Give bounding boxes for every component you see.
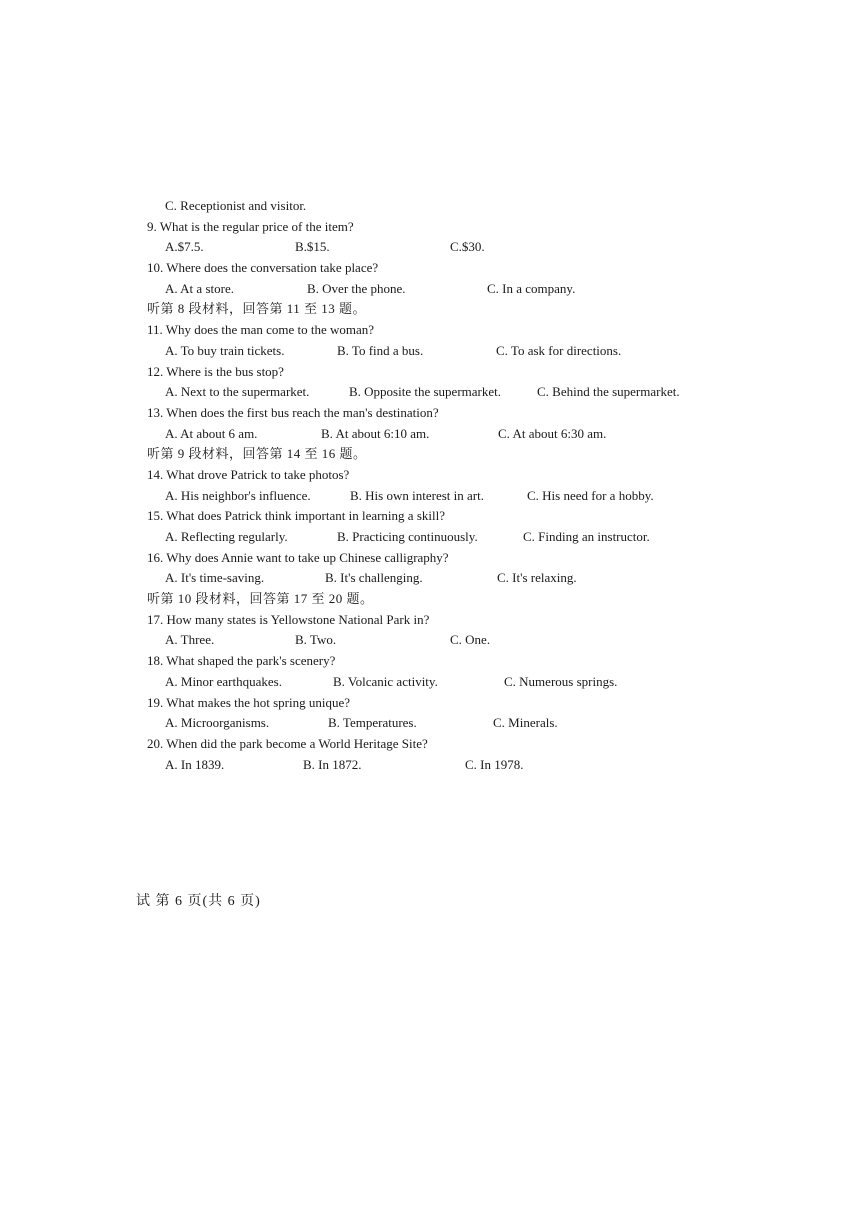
option-a: A. At a store.	[165, 280, 234, 296]
option-c: C. In a company.	[487, 280, 576, 296]
option-a: A. Next to the supermarket.	[165, 384, 310, 400]
question-17: 17. How many states is Yellowstone National Park in?	[147, 611, 430, 627]
option-b: B. Practicing continuously.	[337, 529, 478, 544]
option-b: B. To find a bus.	[337, 342, 424, 358]
options-17	[147, 630, 767, 651]
options-15	[147, 527, 767, 548]
option-c: C. Numerous springs.	[504, 673, 618, 689]
question-18: 18. What shaped the park's scenery?	[147, 653, 336, 669]
option-b: B. Volcanic activity.	[333, 673, 438, 689]
options-10	[147, 279, 767, 300]
option-c: C. At about 6:30 am.	[498, 425, 607, 441]
question-20: 20. When did the park become a World Heritage Site?	[147, 735, 428, 751]
question-12: 12. Where is the bus stop?	[147, 363, 284, 379]
question-10: 10. Where does the conversation take place?	[147, 260, 379, 276]
option-b: B.$15.	[295, 239, 330, 255]
option-b: B. Over the phone.	[307, 280, 406, 296]
options-16	[147, 568, 767, 589]
options-13	[147, 424, 767, 445]
option-c: C.$30.	[450, 239, 485, 255]
section-heading-10: 听第 10 段材料，回答第 17 至 20 题。	[147, 591, 374, 607]
option-c: C. Minerals.	[493, 715, 558, 731]
options-19	[147, 713, 767, 734]
options-18	[147, 672, 767, 693]
options-20	[147, 755, 767, 776]
question-list	[147, 196, 767, 775]
option-b: B. His own interest in art.	[350, 487, 484, 503]
option-a: A. At about 6 am.	[165, 425, 258, 441]
option-c: C. Receptionist and visitor.	[165, 198, 307, 213]
option-b: B. Two.	[295, 632, 337, 648]
question-9: 9. What is the regular price of the item?	[147, 218, 354, 234]
option-c: C. Behind the supermarket.	[537, 384, 680, 400]
option-c: C. Finding an instructor.	[523, 529, 650, 544]
section-heading-8: 听第 8 段材料，回答第 11 至 13 题。	[147, 301, 367, 317]
page-footer: 试 第 6 页(共 6 页)	[136, 894, 261, 909]
option-c: C. His need for a hobby.	[527, 487, 654, 503]
question-16: 16. Why does Annie want to take up Chinese calligraphy?	[147, 549, 449, 565]
option-c: C. It's relaxing.	[497, 570, 577, 586]
question-13: 13. When does the first bus reach the man's destination?	[147, 404, 439, 420]
question-14: 14. What drove Patrick to take photos?	[147, 466, 350, 482]
option-a: A. To buy train tickets.	[165, 342, 285, 358]
question-15: 15. What does Patrick think important in learning a skill?	[147, 508, 445, 524]
options-11	[147, 341, 767, 362]
options-12	[147, 382, 767, 403]
option-c: C. One.	[450, 632, 491, 648]
options-14	[147, 486, 767, 507]
section-heading-9: 听第 9 段材料，回答第 14 至 16 题。	[147, 446, 367, 462]
option-b: B. At about 6:10 am.	[321, 425, 430, 441]
option-b: B. In 1872.	[303, 756, 362, 772]
option-a: A. Reflecting regularly.	[165, 529, 288, 544]
option-a: A.$7.5.	[165, 239, 204, 255]
option-a: A. Minor earthquakes.	[165, 673, 282, 689]
option-a: A. His neighbor's influence.	[165, 487, 311, 503]
option-b: B. Opposite the supermarket.	[349, 384, 501, 400]
option-a: A. In 1839.	[165, 756, 225, 772]
option-a: A. Three.	[165, 632, 215, 648]
option-a: A. Microorganisms.	[165, 715, 270, 731]
option-b: B. It's challenging.	[325, 570, 423, 586]
options-9	[147, 237, 767, 258]
option-a: A. It's time-saving.	[165, 570, 265, 586]
option-c: C. To ask for directions.	[496, 342, 622, 358]
question-11: 11. Why does the man come to the woman?	[147, 322, 375, 338]
option-c: C. In 1978.	[465, 756, 524, 772]
option-b: B. Temperatures.	[328, 715, 417, 731]
question-19: 19. What makes the hot spring unique?	[147, 694, 351, 710]
option-line	[147, 196, 767, 217]
